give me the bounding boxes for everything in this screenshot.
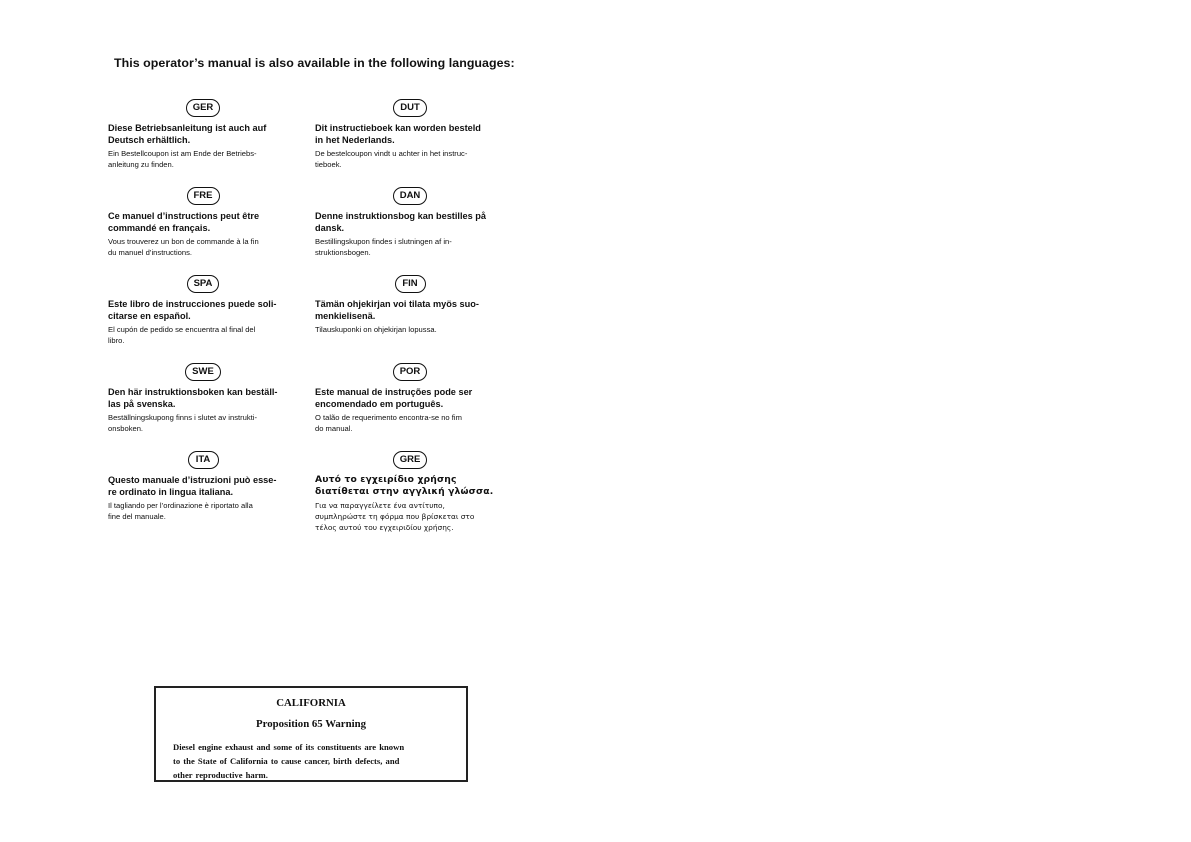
language-block-swedish bbox=[108, 361, 298, 434]
order-coupon-text: Για να παραγγείλετε ένα αντίτυπο, συμπληρώστε τη φόρμα που βρίσκεται στο τέλος αυτού του εγχειριδίου χρήσης. bbox=[315, 501, 475, 532]
language-block-finnish bbox=[315, 273, 505, 335]
language-availability-title: Questo manuale d’istruzioni può esse- re ordinato in lingua italiana. bbox=[108, 475, 277, 497]
language-code-badge: GRE bbox=[393, 451, 428, 469]
language-code-badge: DAN bbox=[393, 187, 428, 205]
language-code-badge: GER bbox=[186, 99, 221, 117]
order-coupon-text: Beställningskupong finns i slutet av instrukti- onsboken. bbox=[108, 413, 257, 433]
warning-text: Diesel engine exhaust and some of its constituents are known to the State of California to cause cancer, birth defects, and other reproductive harm. bbox=[173, 742, 405, 780]
language-block-italian bbox=[108, 449, 298, 522]
language-block-danish bbox=[315, 185, 505, 258]
language-block-greek bbox=[315, 449, 515, 533]
language-code-badge: POR bbox=[393, 363, 428, 381]
language-availability-title: Este libro de instrucciones puede soli- citarse en español. bbox=[108, 299, 277, 321]
order-coupon-text: Vous trouverez un bon de commande à la fin du manuel d’instructions. bbox=[108, 237, 259, 257]
language-code-badge: FRE bbox=[187, 187, 220, 205]
language-code-badge: SPA bbox=[187, 275, 220, 293]
language-availability-title: Denne instruktionsbog kan bestilles på dansk. bbox=[315, 211, 487, 233]
language-availability-title: Tämän ohjekirjan voi tilata myös suo- menkielisenä. bbox=[315, 299, 479, 321]
order-coupon-text: Ein Bestellcoupon ist am Ende der Betriebs- anleitung zu finden. bbox=[108, 149, 257, 169]
language-code-badge: FIN bbox=[395, 275, 426, 293]
language-availability-title: Ce manuel d’instructions peut être commandé en français. bbox=[108, 211, 260, 233]
order-coupon-text: Bestillingskupon findes i slutningen af in- struktionsbogen. bbox=[315, 237, 452, 257]
warning-subtitle: Proposition 65 Warning bbox=[256, 718, 366, 730]
order-coupon-text: O talão de requerimento encontra-se no fim do manual. bbox=[315, 413, 462, 433]
california-warning-box bbox=[154, 686, 468, 782]
order-coupon-text: Tilauskuponki on ohjekirjan lopussa. bbox=[315, 325, 437, 334]
language-code-badge: DUT bbox=[393, 99, 427, 117]
page-heading: This operator’s manual is also available in the following languages: bbox=[114, 56, 515, 70]
language-block-spanish bbox=[108, 273, 298, 346]
language-code-badge: SWE bbox=[185, 363, 221, 381]
language-availability-title: Este manual de instruções pode ser encomendado em português. bbox=[315, 387, 473, 409]
language-block-french bbox=[108, 185, 298, 258]
language-block-dutch bbox=[315, 97, 505, 170]
language-block-german bbox=[108, 97, 298, 170]
language-availability-title: Diese Betriebsanleitung ist auch auf Deutsch erhältlich. bbox=[108, 123, 267, 145]
warning-title: CALIFORNIA bbox=[276, 697, 346, 709]
order-coupon-text: De bestelcoupon vindt u achter in het instruc- tieboek. bbox=[315, 149, 468, 169]
language-availability-title: Den här instruktionsboken kan beställ- las på svenska. bbox=[108, 387, 278, 409]
order-coupon-text: El cupón de pedido se encuentra al final del libro. bbox=[108, 325, 256, 345]
language-code-badge: ITA bbox=[188, 451, 219, 469]
language-availability-title: Dit instructieboek kan worden besteld in het Nederlands. bbox=[315, 123, 481, 145]
language-availability-title: Αυτό το εγχειρίδιο χρήσης διατίθεται στην αγγλική γλώσσα. bbox=[315, 474, 494, 497]
language-block-portuguese bbox=[315, 361, 505, 434]
order-coupon-text: Il tagliando per l’ordinazione è riportato alla fine del manuale. bbox=[108, 501, 253, 521]
